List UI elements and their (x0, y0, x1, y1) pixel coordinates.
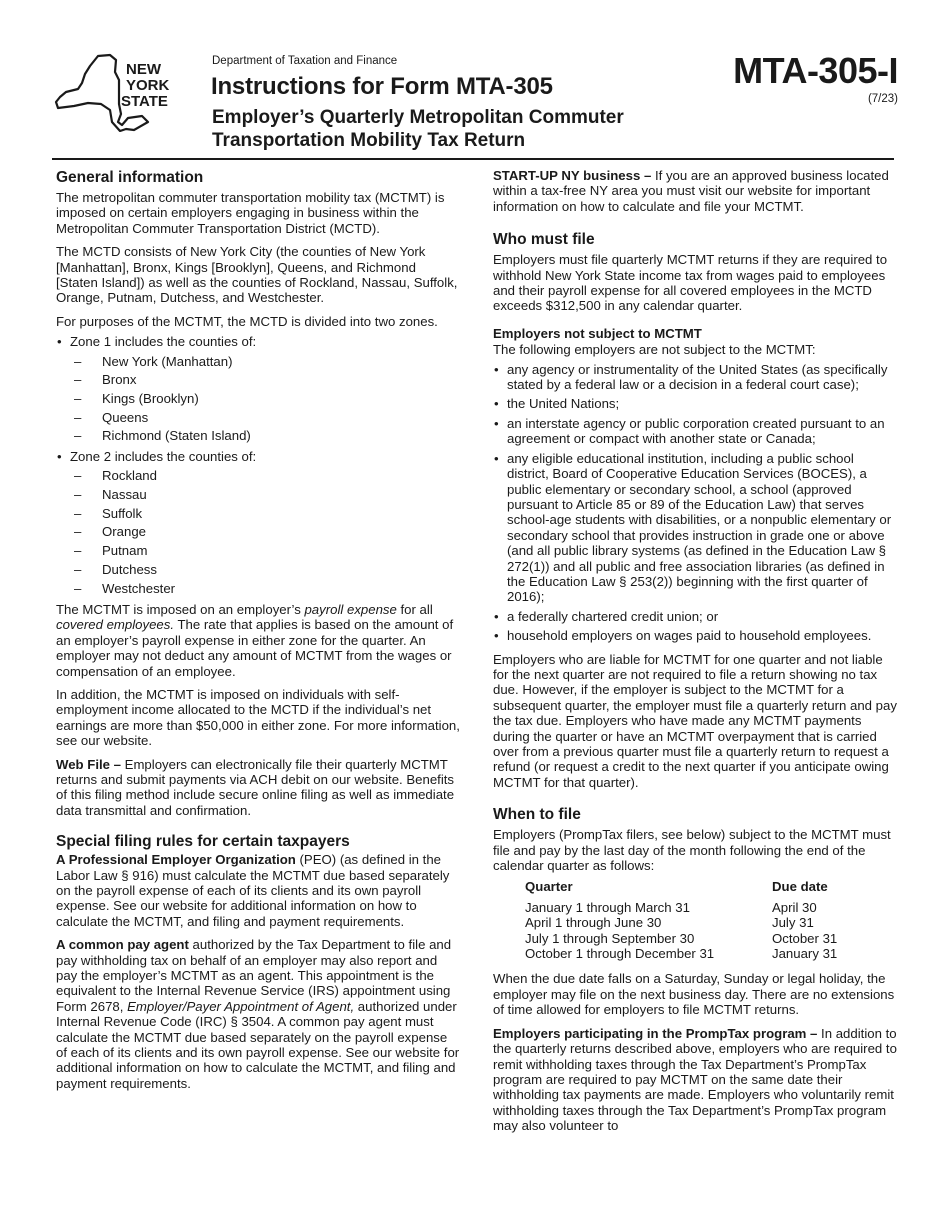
quarter-cell: January 1 through March 31 (525, 899, 690, 915)
text-run: In addition to the quarterly returns described above, employers who are required to remit withholding taxes through the Tax Department’s PrompTax program are required to pay MCTMT on the same date their withholding tax payments are made. Employers who voluntarily remit withholding taxes through the Tax Department’s PrompTax program may also volunteer to (493, 1025, 897, 1134)
general-p4 (56, 602, 460, 679)
due-date-cell: April 30 (772, 899, 817, 915)
text-run: (PEO) (as defined in the Labor Law § 916) must calculate the MCTMT due based separately on the payroll expense of each of its clients and its own payroll expense. See our website for additional information on how to calculate the MCTMT, and filing and payment requirements. (56, 852, 450, 929)
zone-2-county: – Orange (70, 524, 460, 539)
special-filing-heading: Special filing rules for certain taxpayers (56, 833, 350, 851)
not-subject-item: • any eligible educational institution, including a public school district, Board of Cooperative Education Services (BOCES), a public elementary or secondary school, a school (approved pursuant to Article 85 or 89 of the Education Law) that serves school-age students with disabilities, or a nonpublic elementary or secondary school that provides instruction in grade one or above (and all public library systems (as defined in the Education Law § 272(1)) and all public and free association libraries (as defined in the Education Law § 253(2)) beginning with the first quarter of 2016); (493, 451, 897, 605)
form-id: MTA-305-I (733, 50, 898, 91)
table-row (525, 931, 837, 946)
zone-2-county: – Putnam (70, 543, 460, 558)
logo-text-new: NEW (126, 61, 161, 78)
page-title: Instructions for Form MTA-305 (211, 73, 553, 100)
general-p5: In addition, the MCTMT is imposed on individuals with self-employment income allocated to the MCTD if the individual’s net earnings are more than $50,000 in either zone. For more information, see our website. (56, 686, 460, 749)
zone-2-item (56, 449, 460, 596)
due-date-cell: July 31 (772, 915, 814, 931)
text-run: The MCTMT is imposed on an employer’s (56, 601, 305, 617)
text-run: authorized under Internal Revenue Code (IRC) § 3504. A common pay agent must calculate the MCTMT due based separately on the payroll expense of each of its clients and its own payroll expense. See our website for additional information on how to calculate the MCTMT, and filing and payment requirements. (56, 998, 460, 1091)
logo-text-york: YORK (126, 77, 170, 94)
due-date-table (525, 879, 837, 961)
due-date-holiday-paragraph: When the due date falls on a Saturday, Sunday or legal holiday, the employer may file on the next business day. There are no extensions of time allowed for employers to file MCTMT returns. (493, 971, 895, 1018)
not-subject-item: • household employers on wages paid to household employees. (493, 628, 897, 643)
quarter-cell: July 1 through September 30 (525, 930, 695, 946)
general-information-heading: General information (56, 169, 204, 186)
due-date-table-header (525, 879, 837, 899)
startup-ny-paragraph (493, 168, 897, 214)
left-column (56, 168, 460, 1099)
general-p2: The MCTD consists of New York City (the counties of New York [Manhattan], Bronx, Kings [Brooklyn], Queens, and Richmond [Staten Island]) as well as the counties of Rockland, Nassau, Suffolk, Orange, Putnam, Dutchess, and Westchester. (56, 244, 458, 306)
web-file-label: Web File – (56, 756, 121, 772)
zone-1-county: – Queens (70, 410, 460, 425)
text-run: If you are an approved business located within a tax-free NY area you must visit our website for important information on how to calculate and file your MCTMT. (493, 168, 889, 214)
zone-2-county: – Nassau (70, 487, 460, 502)
covered-employees-term: covered employees. (56, 617, 175, 633)
zone-1-label: Zone 1 includes the counties of: (70, 334, 257, 350)
peo-label: A Professional Employer Organization (56, 852, 296, 868)
peo-paragraph (56, 852, 460, 929)
due-date-column-header: Due date (772, 879, 828, 895)
quarter-column-header: Quarter (525, 879, 573, 895)
startup-ny-label: START-UP NY business – (493, 168, 652, 183)
zone-2-county: – Rockland (70, 468, 460, 483)
logo-text-state: STATE (121, 93, 168, 110)
when-to-file-intro: Employers (PrompTax filers, see below) subject to the MCTMT must file and pay by the last day of the month following the end of the calendar quarter as follows: (493, 827, 891, 874)
due-date-cell: January 31 (772, 946, 838, 962)
not-subject-item: • the United Nations; (493, 396, 897, 411)
web-file-paragraph (56, 757, 460, 819)
not-subject-intro: The following employers are not subject to the MCTMT: (493, 342, 816, 358)
zone-2-label: Zone 2 includes the counties of: (70, 448, 257, 464)
zone-1-counties (70, 354, 460, 444)
table-row (525, 946, 837, 961)
not-subject-item: • any agency or instrumentality of the United States (as specifically stated by a federal law or a decision in a federal court case); (493, 362, 897, 393)
text-run: for all (396, 601, 433, 617)
right-column (493, 168, 897, 1142)
not-subject-item: • an interstate agency or public corporation created pursuant to an agreement or compact with another state or Canada; (493, 416, 897, 447)
subtitle-line-1: Employer’s Quarterly Metropolitan Commuter (212, 107, 624, 128)
promptax-paragraph (493, 1026, 897, 1134)
zone-1-item (56, 334, 460, 444)
text-run: Employers can electronically file their quarterly MCTMT returns and submit payments via ACH debit on our website. Benefits of this filing method include secure online filing as well as immediate data transmittal and confirmation. (56, 756, 455, 818)
who-must-file-heading: Who must file (493, 231, 595, 249)
not-subject-list (493, 362, 897, 644)
zones-list (56, 334, 460, 596)
form-revision: (7/23) (867, 93, 898, 105)
text-run: The rate that applies is based on the amount of an employer’s payroll expense in either zone for the quarter. An employer may not deduct any amount of MCTMT from the wages or compensation of an employee. (56, 617, 454, 679)
zone-2-county: – Dutchess (70, 562, 460, 577)
zone-1-county: – Kings (Brooklyn) (70, 391, 460, 406)
when-to-file-heading: When to file (493, 806, 581, 824)
promptax-label: Employers participating in the PrompTax program – (493, 1025, 818, 1041)
header-divider (52, 158, 894, 160)
form-2678-title: Employer/Payer Appointment of Agent, (127, 998, 355, 1014)
zone-2-county: – Suffolk (70, 506, 460, 521)
zone-2-counties (70, 468, 460, 596)
who-must-file-p1: Employers must file quarterly MCTMT returns if they are required to withhold New York State income tax from wages paid to employees and their payroll expense for all covered employees in the MCTD exceeds $312,500 in any calendar quarter. (493, 252, 888, 314)
new-york-state-logo (52, 52, 184, 132)
table-row (525, 915, 837, 930)
page-subtitle (212, 106, 732, 152)
general-p1: The metropolitan commuter transportation mobility tax (MCTMT) is imposed on certain employers engaging in business within the Metropolitan Commuter Transportation District (MCTD). (56, 190, 445, 236)
payroll-expense-term: payroll expense (304, 601, 397, 617)
who-must-file-p2: Employers who are liable for MCTMT for one quarter and not liable for the next quarter are not required to file a return showing no tax due. However, if the employer is subject to the MCTMT for a subsequent quarter, the employer must file a quarterly return and pay the tax due. Employers who have made any MCTMT payments during the quarter or have an MCTMT overpayment that is carried over from a previous quarter must file a quarterly return to request a refund (or request a credit to the next quarter if you anticipate owing MCTMT for that quarter). (493, 651, 897, 790)
due-date-cell: October 31 (772, 930, 838, 946)
common-pay-agent-label: A common pay agent (56, 937, 189, 953)
zone-1-county: – Bronx (70, 372, 460, 387)
not-subject-item: • a federally chartered credit union; or (493, 609, 897, 624)
zone-2-county: – Westchester (70, 581, 460, 596)
quarter-cell: April 1 through June 30 (525, 915, 662, 931)
quarter-cell: October 1 through December 31 (525, 946, 715, 962)
table-row (525, 900, 837, 915)
not-subject-heading: Employers not subject to MCTMT (493, 325, 702, 341)
zone-1-county: – New York (Manhattan) (70, 354, 460, 369)
department-name: Department of Taxation and Finance (212, 55, 398, 67)
text-run: authorized by the Tax Department to file and pay withholding tax on behalf of an employer may also report and pay the employer’s MCTMT as an agent. This appointment is the equivalent to the Internal Revenue Service (IRS) appointment using Form 2678, (56, 937, 452, 1014)
subtitle-line-2: Transportation Mobility Tax Return (212, 130, 526, 151)
zone-1-county: – Richmond (Staten Island) (70, 428, 460, 443)
general-p3: For purposes of the MCTMT, the MCTD is divided into two zones. (56, 313, 438, 329)
common-pay-agent-paragraph (56, 937, 460, 1091)
